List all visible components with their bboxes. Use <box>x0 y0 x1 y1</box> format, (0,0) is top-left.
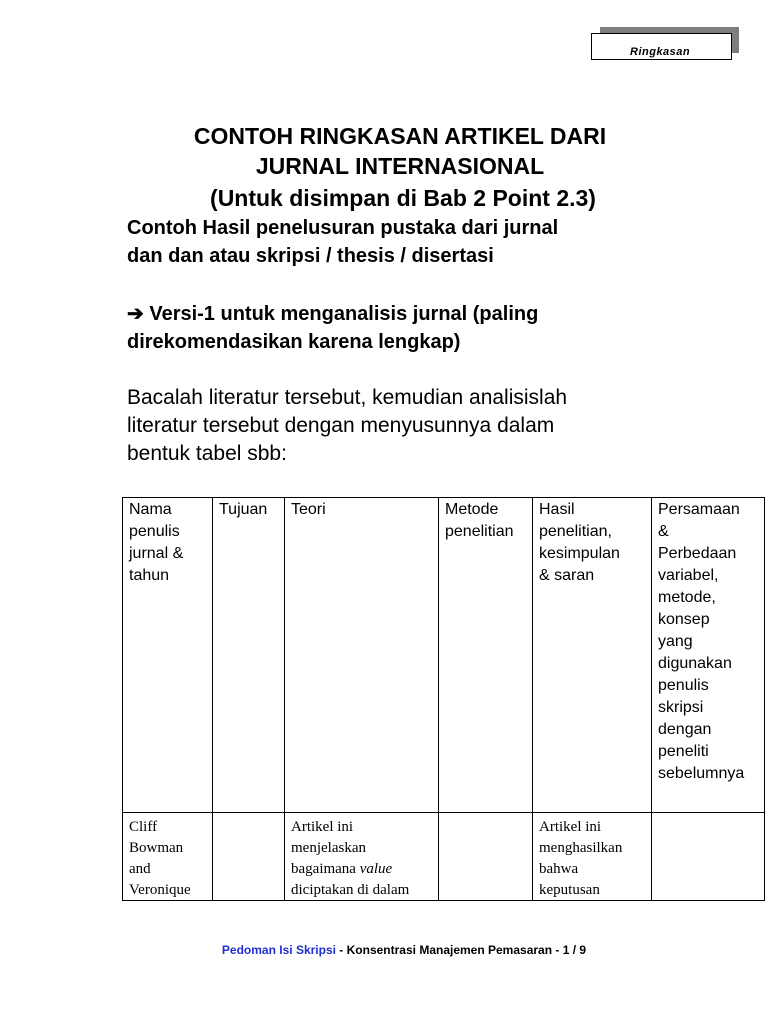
instruction-paragraph <box>127 384 647 468</box>
cell-teori: Artikel ini menjelaskan bagaimana value diciptakan di dalam <box>285 813 439 901</box>
version-paragraph <box>127 300 687 356</box>
italic-term: value <box>359 861 393 877</box>
instruction-line-2: literatur tersebut dengan menyusunnya dalam <box>127 414 555 437</box>
header-cell-metode: Metode penelitian <box>439 498 533 813</box>
table-row <box>123 813 765 901</box>
version-line-1 <box>127 300 687 328</box>
header-cell-author: Nama penulis jurnal & tahun <box>123 498 213 813</box>
cell-author: Cliff Bowman and Veronique <box>123 813 213 901</box>
page-title-line-1: CONTOH RINGKASAN ARTIKEL DARI <box>193 123 607 149</box>
header-cell-tujuan: Tujuan <box>213 498 285 813</box>
header-cell-hasil: Hasil penelitian, kesimpulan & saran <box>533 498 652 813</box>
section-label-box <box>591 33 732 60</box>
page-footer <box>0 943 768 957</box>
version-line-1-text: Versi-1 untuk menganalisis jurnal (paling <box>149 303 539 325</box>
cell-persamaan <box>652 813 765 901</box>
intro-line-1: Contoh Hasil penelusuran pustaka dari jurnal <box>127 217 559 239</box>
instruction-line-3: bentuk tabel sbb: <box>127 442 287 465</box>
intro-line-2: dan dan atau skripsi / thesis / disertasi <box>127 245 494 267</box>
intro-paragraph <box>127 214 687 270</box>
page-title-line-3: (Untuk disimpan di Bab 2 Point 2.3) <box>210 185 596 211</box>
cell-hasil: Artikel ini menghasilkan bahwa keputusan <box>533 813 652 901</box>
table-header-row <box>123 498 765 813</box>
cell-metode <box>439 813 533 901</box>
header-cell-persamaan: Persamaan & Perbedaan variabel, metode, konsep yang digunakan penulis skripsi dengan peneliti sebelumnya <box>652 498 765 813</box>
instruction-line-1: Bacalah literatur tersebut, kemudian analisislah <box>127 386 568 409</box>
arrow-right-icon: ➔ <box>127 303 144 325</box>
cell-tujuan <box>213 813 285 901</box>
page-title-line-2: JURNAL INTERNASIONAL <box>255 153 545 179</box>
version-line-2: direkomendasikan karena lengkap) <box>127 331 461 353</box>
header-cell-teori: Teori <box>285 498 439 813</box>
section-label: Ringkasan <box>630 46 691 58</box>
footer-page-info: - Konsentrasi Manajemen Pemasaran - 1 / 9 <box>335 943 587 957</box>
literature-table <box>122 497 765 901</box>
footer-guide-title: Pedoman Isi Skripsi <box>221 943 336 957</box>
